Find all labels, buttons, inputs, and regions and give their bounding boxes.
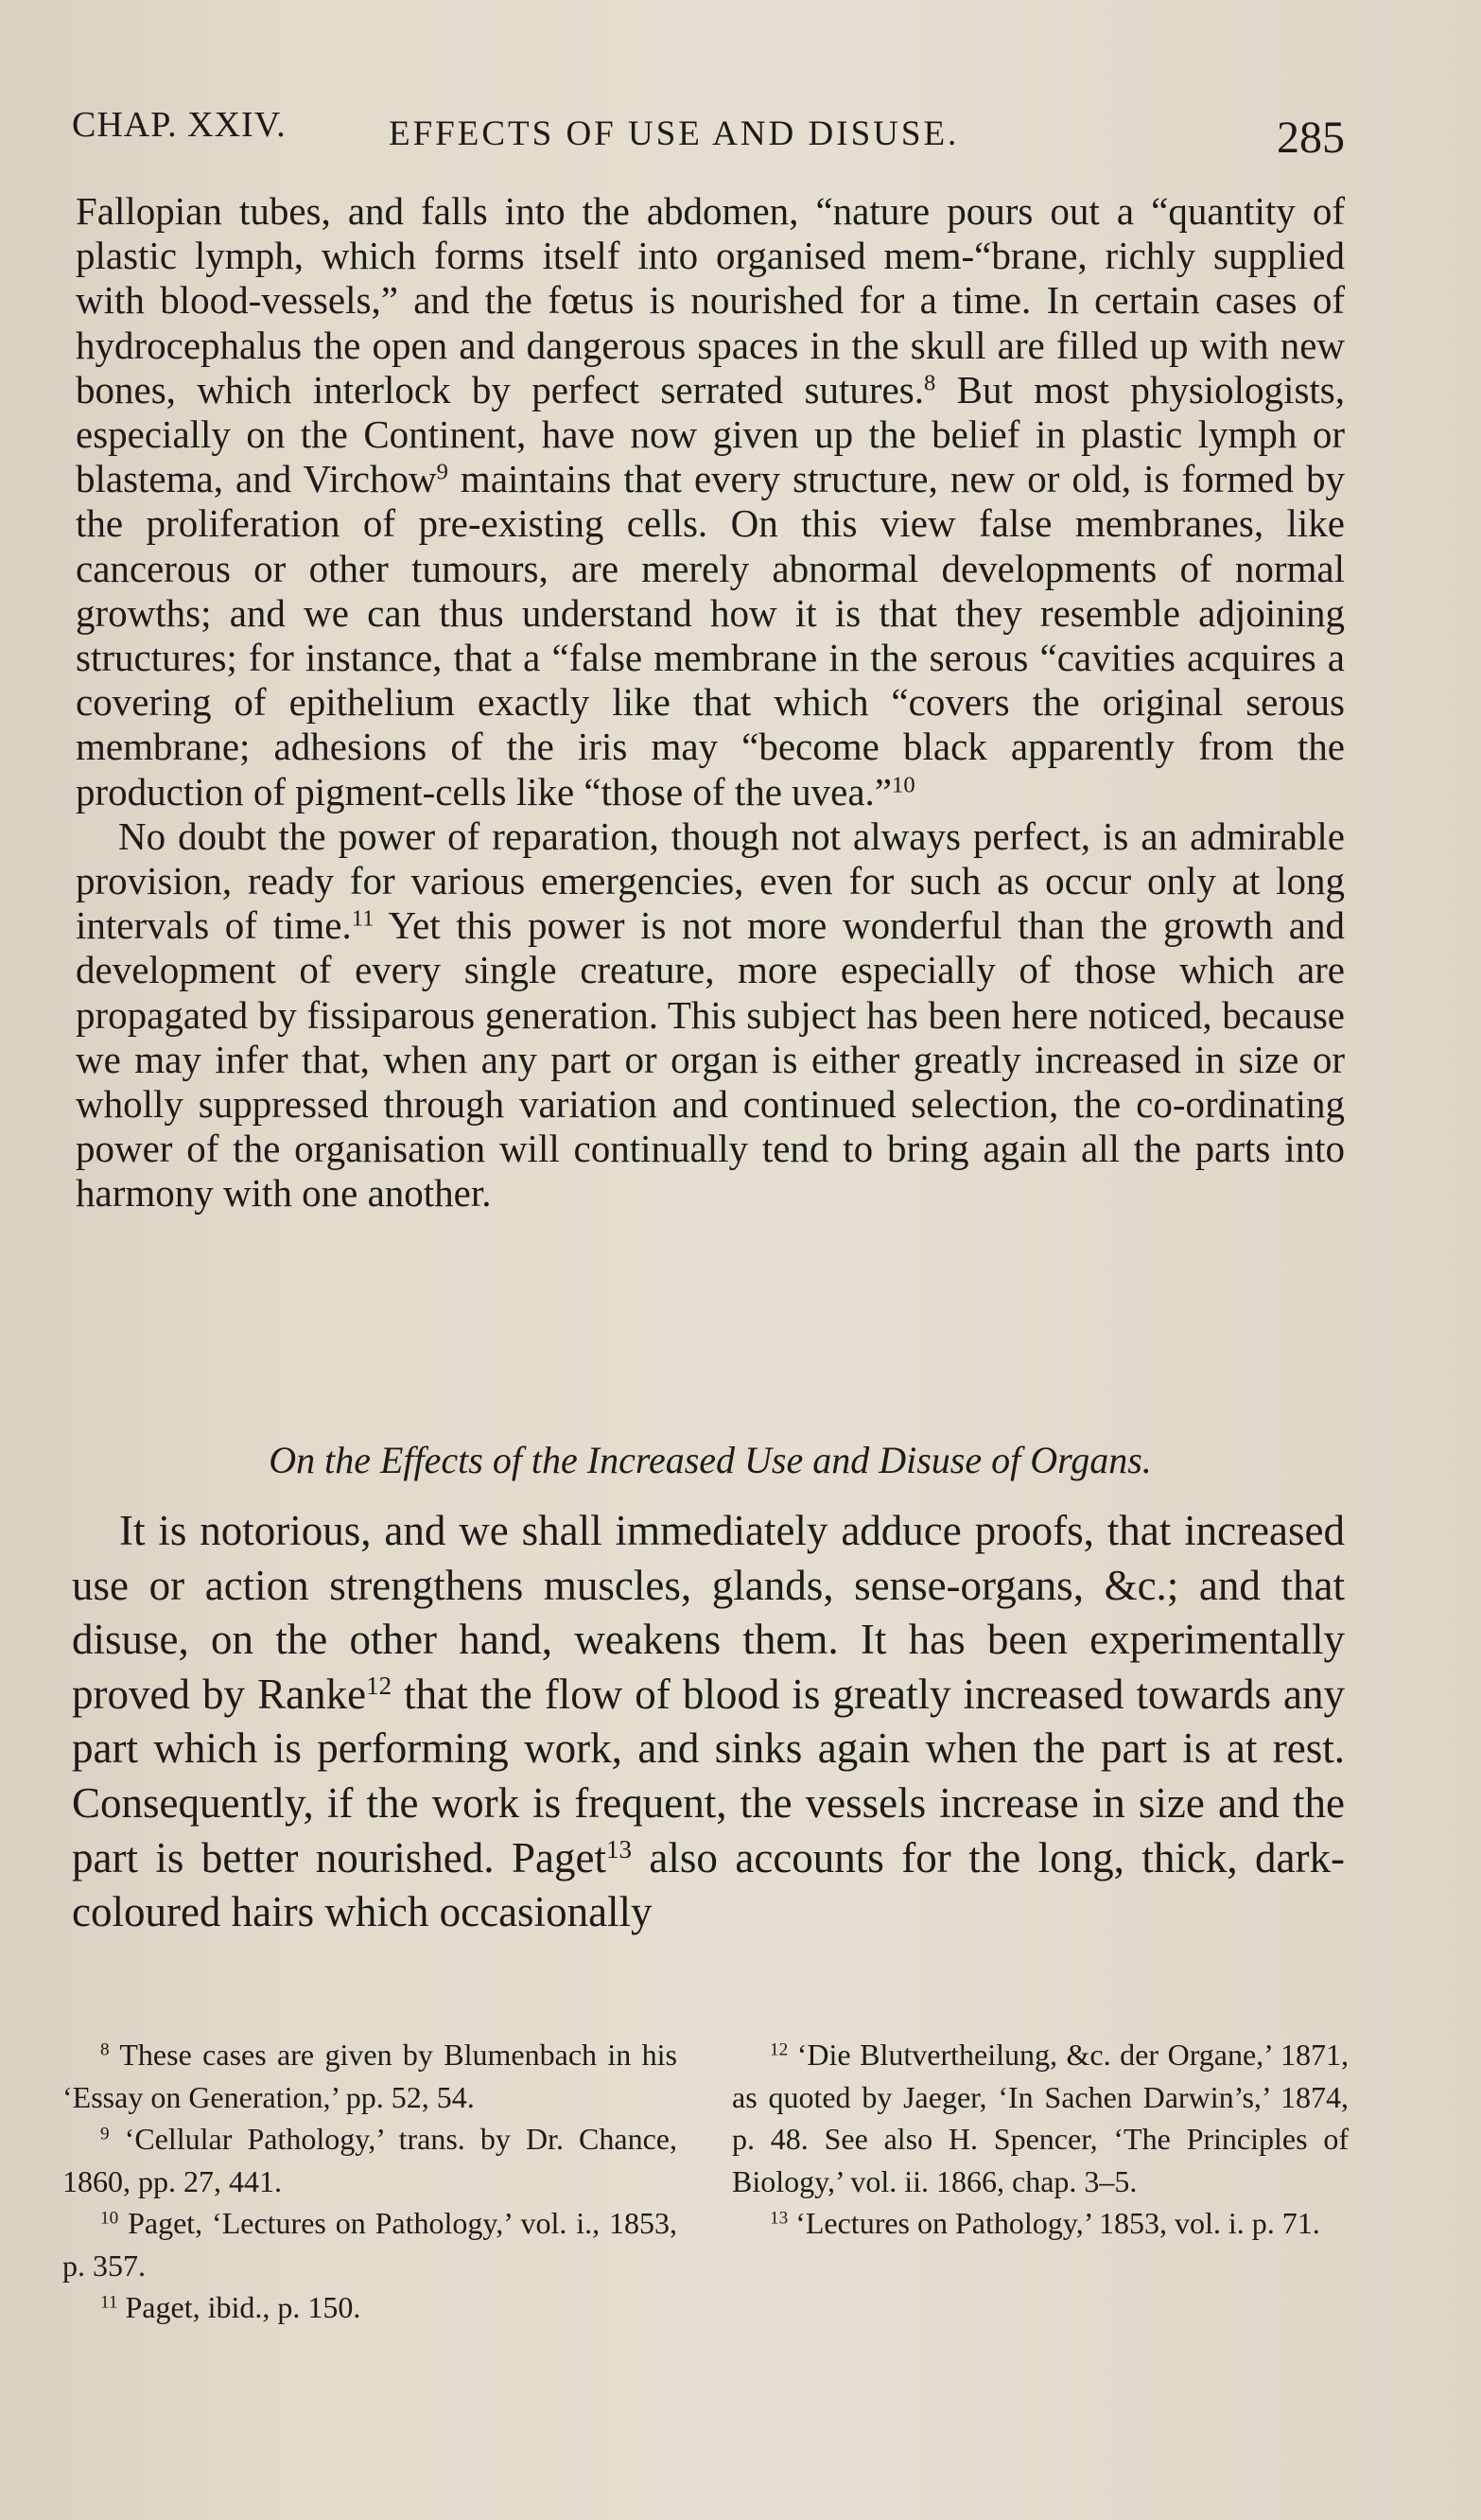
footnotes-left-column xyxy=(62,2034,677,2329)
footnote-text: ‘Lectures on Pathology,’ 1853, vol. i. p. 71. xyxy=(788,2206,1320,2240)
paragraph xyxy=(72,1504,1345,1940)
footnote-mark: 8 xyxy=(100,2039,110,2060)
footnote-ref: 9 xyxy=(436,459,448,485)
footnote-text: Paget, ibid., p. 150. xyxy=(117,2290,361,2324)
footnote-ref: 13 xyxy=(605,1834,632,1864)
body-text-top xyxy=(76,189,1345,1216)
body-text-main xyxy=(72,1504,1345,1940)
footnote-mark: 12 xyxy=(770,2039,789,2060)
paragraph-text: that the flow of blood is greatly increased towards any part which is performing work, and sinks again when the part is at rest. Consequently, if the work is frequent, the vessels increase in size and the part is better nourished. Paget xyxy=(72,1670,1346,1881)
page-number: 285 xyxy=(1277,113,1345,163)
footnote xyxy=(732,2202,1349,2245)
footnote-mark: 10 xyxy=(100,2208,119,2229)
paragraph xyxy=(76,814,1345,1216)
footnote-text: These cases are given by Blumenbach in his ‘Essay on Generation,’ pp. 52, 54. xyxy=(62,2038,677,2114)
paragraph-text: Fallopian tubes, and falls into the abdomen, “nature pours out a “quantity of plastic lymph, which forms itself into organised mem-“brane, richly supplied with blood-vessels,” and the fœtus is nourished for a time. In certain cases of hydrocephalus the open and dangerous spaces in the skull are filled up with new bones, which interlock by perfect serrated sutures. xyxy=(76,189,1345,411)
footnote-ref: 10 xyxy=(892,772,915,798)
paragraph-text: maintains that every structure, new or old, is formed by the proliferation of pre-existing cells. On this view false membranes, like cancerous or other tumours, are merely abnormal developments of normal growths; and we can thus understand how it is that they resemble adjoining structures; for instance, that a “false membrane in the serous “cavities acquires a covering of epithelium exactly like that which “covers the original serous membrane; adhesions of the iris may “become black apparently from the production of pigment-cells like “those of the uvea.” xyxy=(76,457,1345,814)
footnote xyxy=(62,2202,677,2286)
footnote-text: ‘Cellular Pathology,’ trans. by Dr. Chance, 1860, pp. 27, 441. xyxy=(62,2122,677,2198)
footnote-ref: 11 xyxy=(351,905,375,932)
footnotes xyxy=(62,2034,1352,2374)
footnote-text: ‘Die Blutvertheilung, &c. der Organe,’ 1871, as quoted by Jaeger, ‘In Sachen Darwin’s,’ 1874, p. 48. See also H. Spencer, ‘The Principles of Biology,’ vol. ii. 1866, chap. 3–5. xyxy=(732,2038,1349,2198)
footnotes-right-column xyxy=(732,2034,1349,2245)
paragraph-text: No doubt the power of reparation, though not always perfect, is an admirable provision, ready for various emergencies, even for such as occur only at long intervals of time. xyxy=(76,814,1345,948)
footnote-mark: 9 xyxy=(100,2124,110,2144)
footnote xyxy=(62,2034,677,2118)
footnote xyxy=(62,2118,677,2202)
paragraph-text: It is notorious, and we shall immediately adduce proofs, that increased use or action strengthens muscles, glands, sense-organs, &c.; and that disuse, on the other hand, weakens them. It has been experimentally proved by Ranke xyxy=(72,1507,1345,1718)
footnote xyxy=(62,2286,677,2329)
footnote-mark: 11 xyxy=(100,2292,118,2313)
section-heading: On the Effects of the Increased Use and Disuse of Organs. xyxy=(269,1439,1152,1481)
paragraph-text: Yet this power is not more wonderful than the growth and development of every single creature, more especially of those which are propagated by fissiparous generation. This subject has been here noticed, because we may infer that, when any part or organ is either greatly increased in size or wholly suppressed through variation and continued selection, the co-ordinating power of the organisation will continually tend to bring again all the parts into harmony with one another. xyxy=(76,903,1345,1216)
paragraph-text: also accounts for the long, thick, dark-coloured hairs which occasionally xyxy=(72,1833,1345,1936)
footnote-text: Paget, ‘Lectures on Pathology,’ vol. i., 1853, p. 357. xyxy=(62,2206,677,2283)
footnote-mark: 13 xyxy=(770,2208,789,2229)
running-header xyxy=(72,95,1345,170)
paragraph xyxy=(76,189,1345,814)
running-title: EFFECTS OF USE AND DISUSE. xyxy=(389,114,960,153)
chapter-label: CHAP. XXIV. xyxy=(72,105,287,145)
footnote-ref: 12 xyxy=(366,1671,392,1700)
paragraph-text: But most physiologists, especially on the Continent, have now given up the belief in plastic lymph or blastema, and Virchow xyxy=(76,367,1345,501)
footnote xyxy=(732,2034,1349,2202)
footnote-ref: 8 xyxy=(923,370,936,396)
